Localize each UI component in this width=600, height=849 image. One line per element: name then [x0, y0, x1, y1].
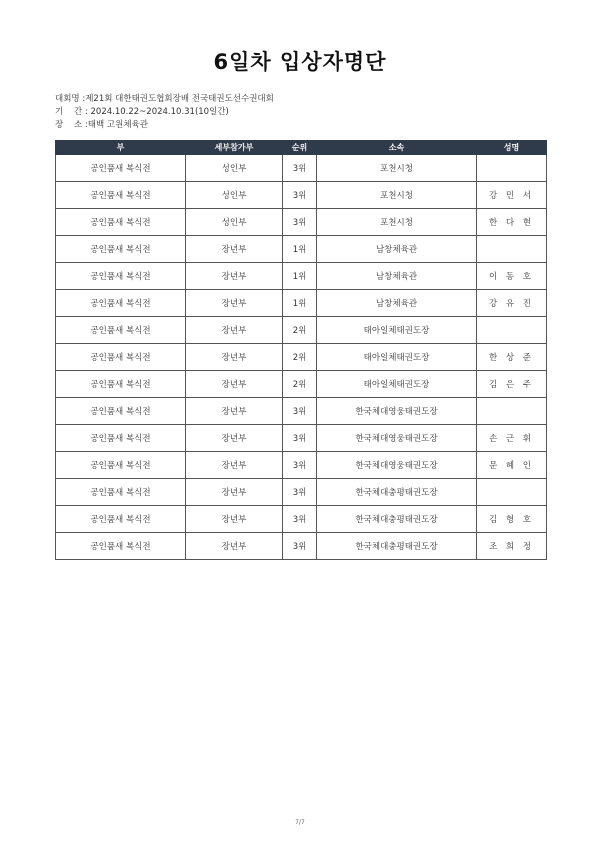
- name-cell: 한 상 준: [477, 344, 547, 371]
- affiliation-cell: 태아일체태권도장: [317, 344, 477, 371]
- rank-cell: 2위: [283, 317, 317, 344]
- table-row: [56, 371, 547, 398]
- page-number: 7/7: [295, 819, 305, 826]
- division-cell: 공인품새 복식전: [56, 290, 186, 317]
- table-row: [56, 398, 547, 425]
- rank-cell: 3위: [283, 452, 317, 479]
- rank-cell: 3위: [283, 398, 317, 425]
- division-cell: 공인품새 복식전: [56, 317, 186, 344]
- name-cell: 김 은 주: [477, 371, 547, 398]
- category-cell: 장년부: [186, 398, 283, 425]
- division-cell: 공인품새 복식전: [56, 452, 186, 479]
- event-info: [55, 93, 274, 132]
- table-row: [56, 317, 547, 344]
- division-cell: 공인품새 복식전: [56, 506, 186, 533]
- table-row: [56, 155, 547, 182]
- affiliation-cell: 포천시청: [317, 182, 477, 209]
- name-cell: [477, 155, 547, 182]
- rank-cell: 1위: [283, 290, 317, 317]
- venue-row: [55, 119, 274, 132]
- division-cell: 공인품새 복식전: [56, 236, 186, 263]
- table-row: [56, 290, 547, 317]
- category-cell: 장년부: [186, 236, 283, 263]
- affiliation-cell: 포천시청: [317, 155, 477, 182]
- name-cell: 손 근 휘: [477, 425, 547, 452]
- name-cell: 문 혜 인: [477, 452, 547, 479]
- name-cell: [477, 398, 547, 425]
- rank-cell: 3위: [283, 425, 317, 452]
- category-cell: 장년부: [186, 479, 283, 506]
- name-cell: 강 민 서: [477, 182, 547, 209]
- category-cell: 장년부: [186, 425, 283, 452]
- name-cell: 강 유 진: [477, 290, 547, 317]
- header-category: 세부참가부: [186, 141, 283, 155]
- division-cell: 공인품새 복식전: [56, 533, 186, 560]
- affiliation-cell: 한국체대충평태권도장: [317, 533, 477, 560]
- rank-cell: 1위: [283, 263, 317, 290]
- division-cell: 공인품새 복식전: [56, 209, 186, 236]
- rank-cell: 3위: [283, 479, 317, 506]
- table-row: [56, 425, 547, 452]
- table-row: [56, 506, 547, 533]
- affiliation-cell: 태아일체태권도장: [317, 371, 477, 398]
- division-cell: 공인품새 복식전: [56, 479, 186, 506]
- table-row: [56, 344, 547, 371]
- table-header-row: [56, 141, 547, 155]
- venue-label: 장 소 :: [55, 120, 88, 130]
- period-label: 기 간 :: [55, 107, 91, 117]
- category-cell: 장년부: [186, 290, 283, 317]
- affiliation-cell: 한국체대영웅태권도장: [317, 425, 477, 452]
- name-cell: [477, 317, 547, 344]
- rank-cell: 3위: [283, 209, 317, 236]
- category-cell: 성인부: [186, 209, 283, 236]
- category-cell: 장년부: [186, 452, 283, 479]
- division-cell: 공인품새 복식전: [56, 344, 186, 371]
- rank-cell: 3위: [283, 506, 317, 533]
- category-cell: 장년부: [186, 263, 283, 290]
- table-body: [56, 155, 547, 560]
- period-value: 2024.10.22~2024.10.31(10일간): [90, 107, 229, 117]
- name-cell: 김 형 호: [477, 506, 547, 533]
- table-row: [56, 452, 547, 479]
- category-cell: 장년부: [186, 533, 283, 560]
- rank-cell: 3위: [283, 182, 317, 209]
- table-row: [56, 182, 547, 209]
- table-row: [56, 263, 547, 290]
- name-cell: 한 다 현: [477, 209, 547, 236]
- name-cell: 이 동 호: [477, 263, 547, 290]
- division-cell: 공인품새 복식전: [56, 155, 186, 182]
- affiliation-cell: 남창체육관: [317, 263, 477, 290]
- affiliation-cell: 한국체대충평태권도장: [317, 506, 477, 533]
- division-cell: 공인품새 복식전: [56, 263, 186, 290]
- category-cell: 장년부: [186, 344, 283, 371]
- period-row: [55, 106, 274, 119]
- venue-value: 태백 고원체육관: [87, 120, 148, 130]
- competition-row: [55, 93, 274, 106]
- table-row: [56, 533, 547, 560]
- header-division: 부: [56, 141, 186, 155]
- rank-cell: 2위: [283, 371, 317, 398]
- affiliation-cell: 남창체육관: [317, 236, 477, 263]
- category-cell: 장년부: [186, 506, 283, 533]
- category-cell: 성인부: [186, 182, 283, 209]
- category-cell: 성인부: [186, 155, 283, 182]
- division-cell: 공인품새 복식전: [56, 398, 186, 425]
- rank-cell: 3위: [283, 155, 317, 182]
- name-cell: 조 희 정: [477, 533, 547, 560]
- affiliation-cell: 태아일체태권도장: [317, 317, 477, 344]
- division-cell: 공인품새 복식전: [56, 425, 186, 452]
- competition-label: 대회명 :: [55, 94, 86, 104]
- name-cell: [477, 479, 547, 506]
- affiliation-cell: 한국체대영웅태권도장: [317, 452, 477, 479]
- page-title: 6일차 입상자명단: [213, 50, 387, 74]
- header-affiliation: 소속: [317, 141, 477, 155]
- category-cell: 장년부: [186, 317, 283, 344]
- name-cell: [477, 236, 547, 263]
- rank-cell: 3위: [283, 533, 317, 560]
- rank-cell: 1위: [283, 236, 317, 263]
- division-cell: 공인품새 복식전: [56, 182, 186, 209]
- division-cell: 공인품새 복식전: [56, 371, 186, 398]
- table-row: [56, 236, 547, 263]
- category-cell: 장년부: [186, 371, 283, 398]
- header-rank: 순위: [283, 141, 317, 155]
- affiliation-cell: 남창체육관: [317, 290, 477, 317]
- affiliation-cell: 한국체대충평태권도장: [317, 479, 477, 506]
- affiliation-cell: 포천시청: [317, 209, 477, 236]
- table-row: [56, 479, 547, 506]
- header-name: 성명: [477, 141, 547, 155]
- rank-cell: 2위: [283, 344, 317, 371]
- competition-value: 제21회 대한태권도협회장배 전국태권도선수권대회: [85, 94, 274, 104]
- affiliation-cell: 한국체대영웅태권도장: [317, 398, 477, 425]
- results-table: [55, 140, 547, 560]
- table-row: [56, 209, 547, 236]
